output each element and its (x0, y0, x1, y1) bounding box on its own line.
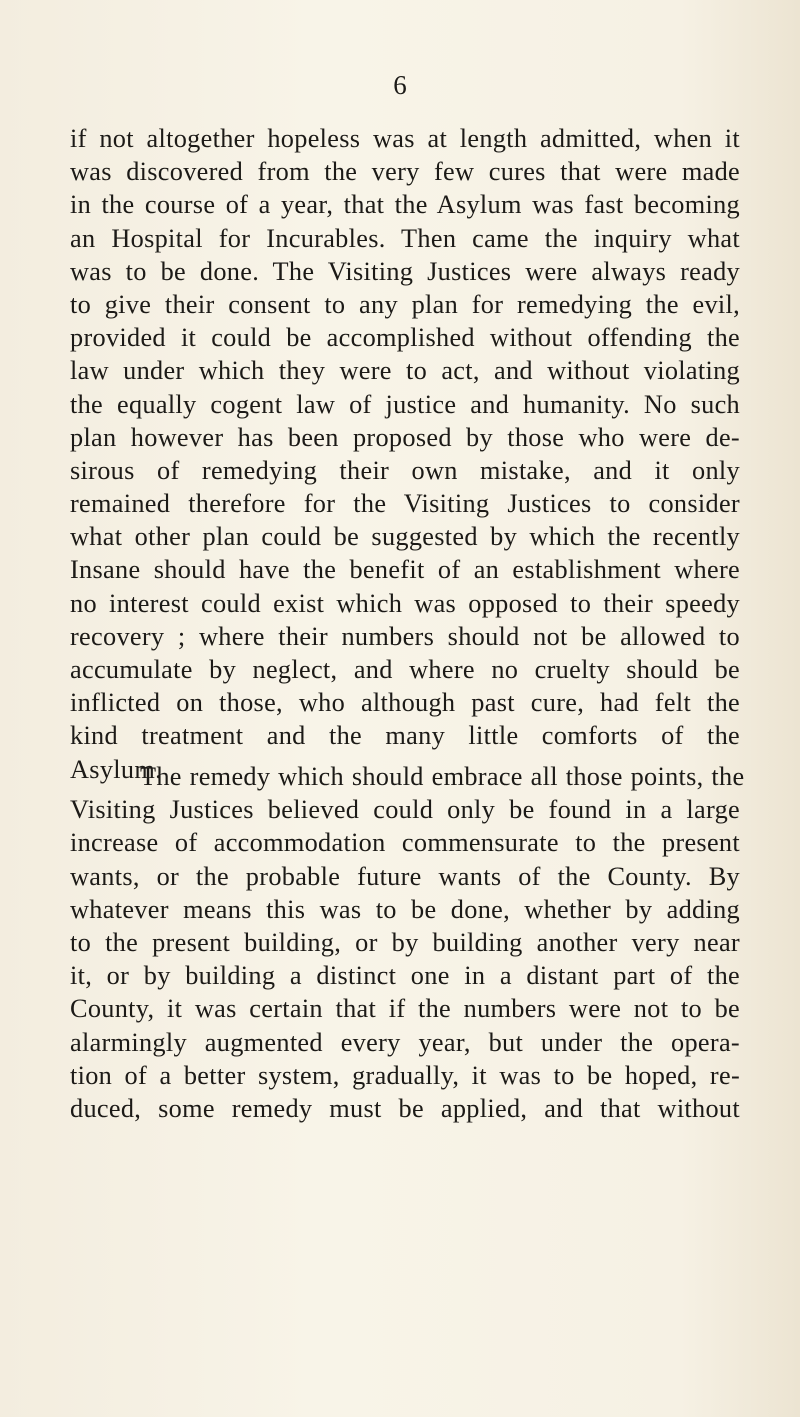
text-line: it, or by building a distinct one in a distant part of the (70, 961, 740, 991)
text-line: remained therefore for the Visiting Justices to consider (70, 489, 740, 519)
text-line: plan however has been proposed by those who were de- (70, 422, 740, 452)
text-line: if not altogether hopeless was at length admitted, when it (70, 124, 740, 153)
text-line: wants, or the probable future wants of the County. By (70, 861, 740, 891)
text-line: The remedy which should embrace all those points, the (140, 762, 745, 791)
text-line: law under which they were to act, and without violating (70, 356, 740, 386)
text-line: provided it could be accomplished without offending the (70, 323, 740, 353)
text-line: the equally cogent law of justice and humanity. No such (70, 389, 740, 419)
text-line: in the course of a year, that the Asylum was fast becoming (70, 190, 740, 220)
text-line: Insane should have the benefit of an establishment where (70, 555, 740, 585)
text-line: whatever means this was to be done, whether by adding (70, 894, 740, 924)
text-line: inflicted on those, who although past cure, had felt the (70, 688, 740, 718)
text-line: duced, some remedy must be applied, and that without (70, 1093, 740, 1123)
text-line: Visiting Justices believed could only be found in a large (70, 795, 740, 825)
paragraph-1 (70, 122, 740, 786)
text-line: increase of accommodation commensurate to the present (70, 828, 740, 858)
text-line: no interest could exist which was opposed to their speedy (70, 588, 740, 618)
text-line: Asylum. (70, 754, 162, 784)
text-line: was to be done. The Visiting Justices were always ready (70, 256, 740, 286)
text-line: recovery ; where their numbers should not be allowed to (70, 621, 740, 651)
text-line: sirous of remedying their own mistake, and it only (70, 455, 740, 485)
text-line: to the present building, or by building another very near (70, 927, 740, 957)
text-line: an Hospital for Incurables. Then came the inquiry what (70, 223, 740, 253)
paragraph-2 (70, 760, 745, 1125)
page-number: 6 (393, 70, 407, 100)
text-line: tion of a better system, gradually, it was to be hoped, re- (70, 1060, 740, 1090)
text-line: was discovered from the very few cures that were made (70, 157, 740, 187)
text-line: kind treatment and the many little comforts of the (70, 721, 740, 751)
text-line: County, it was certain that if the numbers were not to be (70, 994, 740, 1024)
text-line: alarmingly augmented every year, but under the opera- (70, 1027, 740, 1057)
text-line: to give their consent to any plan for remedying the evil, (70, 289, 740, 319)
text-line: what other plan could be suggested by which the recently (70, 522, 740, 552)
text-line: accumulate by neglect, and where no cruelty should be (70, 655, 740, 684)
